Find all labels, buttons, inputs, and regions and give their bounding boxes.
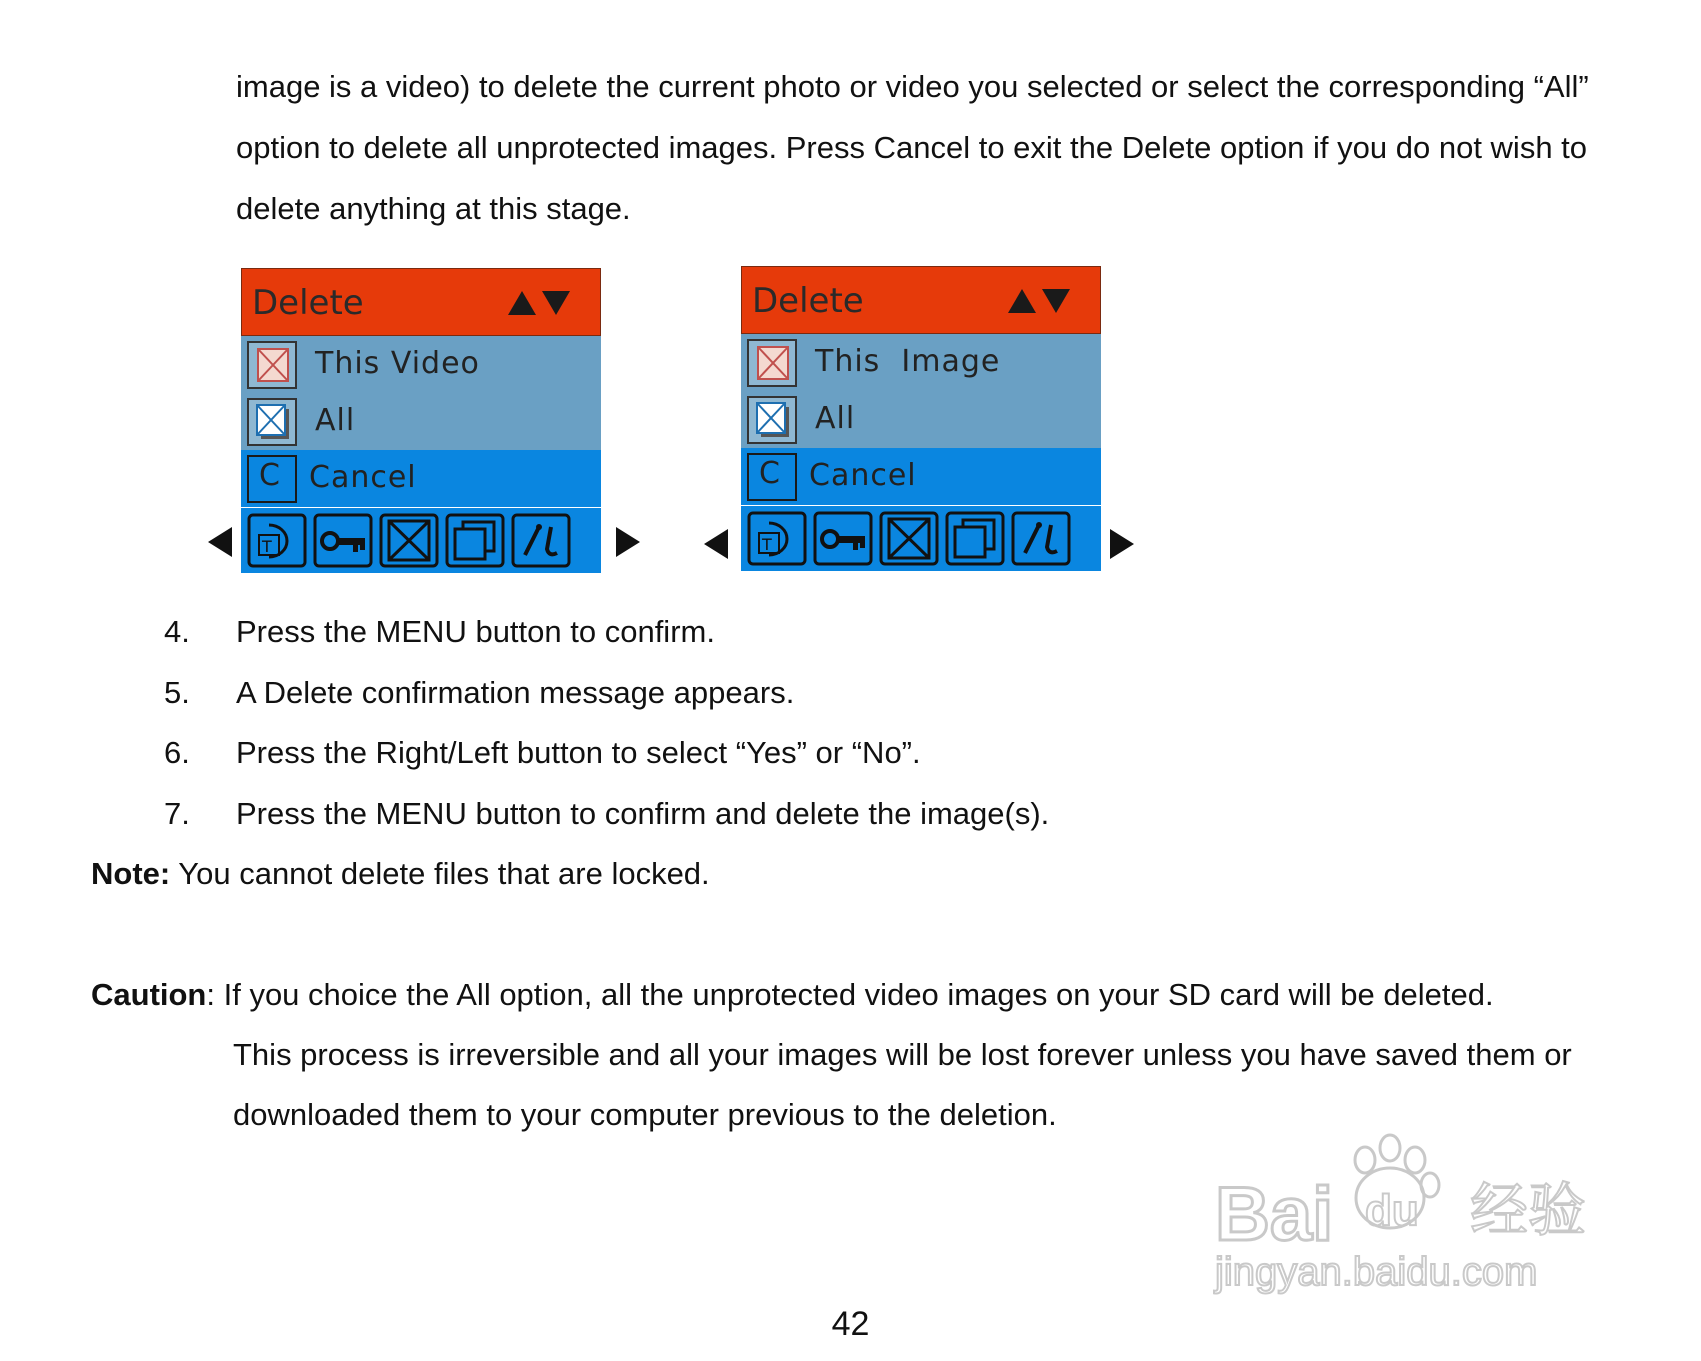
caution-body: : If you choice the All option, all the unprotected video images on your SD card will be deleted. [206,977,1494,1012]
menu-title: Delete [252,283,364,323]
step-text: Press the MENU button to confirm. [236,614,715,649]
intro-line-1: image is a video) to delete the current photo or video you selected or select the corresponding “All” [236,69,1589,104]
note-text [91,854,710,894]
menu-item-label: All [315,403,356,438]
up-down-arrows-icon [508,291,572,319]
menu-item-label: All [815,401,856,436]
timer-icon[interactable] [247,513,307,572]
caution-label: Caution [91,977,207,1012]
svg-text:T: T [762,535,772,554]
note-label: Note: [91,856,171,891]
svg-text:Bai: Bai [1215,1172,1334,1257]
svg-text:jingyan.baidu.com: jingyan.baidu.com [1215,1250,1538,1294]
left-arrow-icon[interactable] [704,529,728,564]
left-arrow-icon[interactable] [208,527,232,562]
caution-text [91,975,1494,1015]
delete-icon[interactable] [879,511,939,570]
right-arrow-icon[interactable] [616,527,640,562]
step-number: 4. [164,614,190,649]
right-arrow-icon[interactable] [1110,529,1134,564]
up-down-arrows-icon [1008,289,1072,317]
delete-single-icon [747,339,797,391]
svg-text:du: du [1365,1186,1419,1235]
menu-item-cancel[interactable] [741,448,1101,505]
svg-text:T: T [262,537,272,556]
cancel-icon-letter: C [759,456,780,491]
menu-item-cancel[interactable] [241,450,601,507]
delete-icon[interactable] [379,513,439,572]
step-number: 7. [164,796,190,831]
delete-menu-video [241,268,601,573]
delete-all-icon [247,398,297,450]
key-icon[interactable] [313,513,373,572]
frame-icon[interactable] [445,513,505,572]
step-number: 6. [164,735,190,770]
caution-line-2: This process is irreversible and all your images will be lost forever unless you have saved them or [233,1037,1572,1072]
tools-icon[interactable] [1011,511,1071,570]
menu-item-all[interactable] [741,391,1101,448]
menu-item-label: Cancel [309,460,417,495]
menu-header [241,268,601,336]
frame-icon[interactable] [945,511,1005,570]
note-body: You cannot delete files that are locked. [170,856,710,891]
menu-item-this-image[interactable] [741,334,1101,391]
menu-tab-bar [241,508,601,573]
caution-line-3: downloaded them to your computer previous to the deletion. [233,1097,1057,1132]
step-text: Press the Right/Left button to select “Yes” or “No”. [236,735,921,770]
menu-item-label: This Video [315,346,480,381]
menu-item-this-video[interactable] [241,336,601,393]
svg-text:经验: 经验 [1470,1176,1587,1244]
page-number: 42 [831,1305,870,1343]
step-text: Press the MENU button to confirm and delete the image(s). [236,796,1050,831]
delete-menu-image [741,266,1101,571]
step-number: 5. [164,675,190,710]
menu-tab-bar [741,506,1101,571]
intro-line-2: option to delete all unprotected images. Press Cancel to exit the Delete option if you do not wish to [236,130,1588,165]
baidu-watermark-logo [1205,1110,1625,1300]
timer-icon[interactable] [747,511,807,570]
cancel-icon-letter: C [259,458,280,493]
delete-single-icon [247,341,297,393]
intro-line-3: delete anything at this stage. [236,191,631,226]
menu-item-label: Cancel [809,458,917,493]
tools-icon[interactable] [511,513,571,572]
menu-header [741,266,1101,334]
delete-all-icon [747,396,797,448]
key-icon[interactable] [813,511,873,570]
menu-title: Delete [752,281,864,321]
step-text: A Delete confirmation message appears. [236,675,795,710]
menu-item-all[interactable] [241,393,601,450]
menu-item-label: This Image [815,344,1001,379]
